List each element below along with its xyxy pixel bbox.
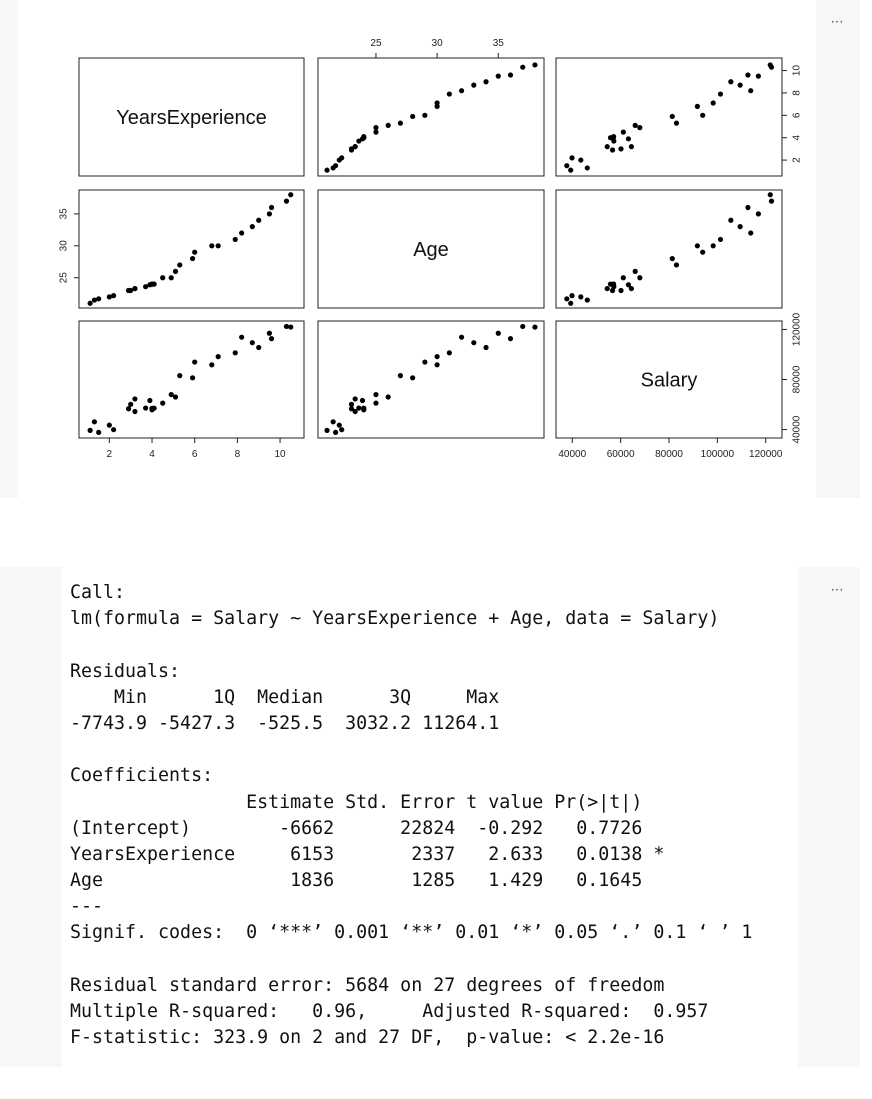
scatter-point <box>209 243 214 248</box>
scatter-point <box>288 324 293 329</box>
scatter-point <box>361 134 366 139</box>
tick-label: 30 <box>58 240 70 252</box>
scatter-point <box>373 401 378 406</box>
scatter-point <box>177 373 182 378</box>
scatter-point <box>695 243 700 248</box>
scatter-point <box>410 375 415 380</box>
tick-label: 25 <box>58 272 70 284</box>
tick-label: 120000 <box>791 312 803 347</box>
scatter-point <box>239 335 244 340</box>
scatter-point <box>447 350 452 355</box>
scatter-point <box>626 282 631 287</box>
scatter-point <box>256 218 261 223</box>
scatter-point <box>618 146 623 151</box>
scatter-point <box>756 74 761 79</box>
scatter-point <box>173 269 178 274</box>
tick-label: 2 <box>791 157 803 163</box>
scatter-point <box>711 100 716 105</box>
scatter-point <box>239 230 244 235</box>
scatter-point <box>353 144 358 149</box>
scatter-point <box>471 83 476 88</box>
scatter-point <box>670 256 675 261</box>
scatter-point <box>353 396 358 401</box>
scatter-point <box>728 218 733 223</box>
scatter-point <box>633 123 638 128</box>
scatter-point <box>768 192 773 197</box>
scatter-point <box>711 243 716 248</box>
scatter-point <box>496 331 501 336</box>
scatter-point <box>633 269 638 274</box>
scatter-point <box>267 211 272 216</box>
scatter-point <box>147 398 152 403</box>
scatter-point <box>233 237 238 242</box>
scatter-point <box>674 262 679 267</box>
scatter-point <box>132 396 137 401</box>
scatter-point <box>88 301 93 306</box>
scatter-point <box>422 113 427 118</box>
tick-label: 40000 <box>791 415 803 444</box>
scatter-point <box>629 144 634 149</box>
scatter-point <box>284 199 289 204</box>
scatter-point <box>192 250 197 255</box>
scatter-point <box>748 88 753 93</box>
scatter-point <box>361 406 366 411</box>
plot-cell-more-button[interactable] <box>826 15 848 29</box>
tick-label: 80000 <box>791 365 803 394</box>
console-line: Call: <box>70 582 126 603</box>
scatter-point <box>568 168 573 173</box>
scatter-point <box>756 211 761 216</box>
scatter-point <box>349 402 354 407</box>
scatter-point <box>745 72 750 77</box>
scatter-point <box>339 155 344 160</box>
scatter-point <box>605 286 610 291</box>
console-line: Residual standard error: 5684 on 27 degrees of freedom <box>70 974 665 996</box>
scatter-point <box>621 275 626 280</box>
scatter-point <box>569 293 574 298</box>
tick-label: 35 <box>492 38 504 49</box>
scatter-point <box>333 163 338 168</box>
scatter-point <box>568 301 573 306</box>
scatter-point <box>386 394 391 399</box>
scatter-point <box>233 350 238 355</box>
scatter-point <box>152 282 157 287</box>
scatter-point <box>192 359 197 364</box>
console-line <box>70 947 752 973</box>
scatter-point <box>333 430 338 435</box>
scatter-point <box>532 62 537 67</box>
tick-label: 8 <box>234 449 241 460</box>
tick-label: 10 <box>791 64 803 77</box>
tick-label: 25 <box>370 38 382 49</box>
scatter-point <box>386 123 391 128</box>
scatter-point <box>459 88 464 93</box>
scatter-point <box>621 130 626 135</box>
console-line: Residuals: <box>70 660 181 682</box>
scatter-point <box>128 402 133 407</box>
scatter-point <box>695 104 700 109</box>
scatter-point <box>569 155 574 160</box>
scatter-point <box>585 297 590 302</box>
scatter-point <box>718 91 723 96</box>
scatter-point <box>435 362 440 367</box>
scatter-point <box>269 336 274 341</box>
scatter-point <box>209 362 214 367</box>
scatter-point <box>674 121 679 126</box>
scatter-point <box>373 125 378 130</box>
scatter-point <box>670 114 675 119</box>
tick-label: 80000 <box>655 449 683 460</box>
scatter-point <box>768 62 773 67</box>
diagonal-label-yearsexperience: YearsExperience <box>116 107 267 129</box>
scatter-point <box>483 345 488 350</box>
scatter-point <box>190 256 195 261</box>
scatter-point <box>483 79 488 84</box>
scatter-point <box>637 125 642 130</box>
tick-label: 6 <box>791 112 803 119</box>
scatter-point <box>216 354 221 359</box>
scatter-point <box>626 136 631 141</box>
scatter-point <box>700 113 705 118</box>
scatter-point <box>422 359 427 364</box>
tick-label: 60000 <box>606 449 635 460</box>
pairs-plot <box>58 0 803 480</box>
scatter-point <box>269 205 274 210</box>
console-cell-more-button[interactable] <box>826 583 848 597</box>
scatter-point <box>177 262 182 267</box>
scatter-point <box>508 72 513 77</box>
scatter-point <box>324 168 329 173</box>
scatter-point <box>152 406 157 411</box>
scatter-point <box>324 428 329 433</box>
scatter-point <box>160 401 165 406</box>
scatter-point <box>331 419 336 424</box>
tick-label: 120000 <box>749 449 783 460</box>
scatter-point <box>738 83 743 88</box>
scatter-point <box>410 114 415 119</box>
scatter-point <box>564 163 569 168</box>
console-line: Min 1Q Median 3Q Max <box>70 686 511 708</box>
scatter-point <box>173 394 178 399</box>
console-line: F-statistic: 323.9 on 2 and 27 DF, p-value: < 2.2e-16 <box>70 1027 665 1049</box>
scatter-point <box>288 192 293 197</box>
scatter-point <box>250 224 255 229</box>
scatter-point <box>398 121 403 126</box>
scatter-point <box>337 423 342 428</box>
scatter-point <box>92 419 97 424</box>
scatter-point <box>250 340 255 345</box>
lm-summary-output <box>70 580 752 1051</box>
console-line: --- <box>70 896 104 918</box>
scatter-point <box>578 157 583 162</box>
scatter-point <box>564 296 569 301</box>
scatter-point <box>360 398 365 403</box>
console-line: Age 1836 1285 1.429 0.1645 <box>70 870 665 892</box>
scatter-point <box>578 294 583 299</box>
scatter-point <box>160 275 165 280</box>
scatter-point <box>107 423 112 428</box>
more-horizontal-icon: ⋯ <box>830 14 844 29</box>
scatter-point <box>459 335 464 340</box>
console-line: -7743.9 -5427.3 -525.5 3032.2 11264.1 <box>70 712 511 734</box>
tick-label: 4 <box>149 449 155 460</box>
scatter-point <box>356 405 361 410</box>
scatter-point <box>496 74 501 79</box>
console-line <box>70 737 752 763</box>
scatter-point <box>132 286 137 291</box>
diagonal-label-age: Age <box>413 239 449 261</box>
scatter-point <box>718 237 723 242</box>
scatter-point <box>728 79 733 84</box>
scatter-point <box>96 430 101 435</box>
scatter-point <box>471 340 476 345</box>
console-line: YearsExperience 6153 2337 2.633 0.0138 * <box>70 843 665 865</box>
scatter-point <box>700 250 705 255</box>
scatter-point <box>339 427 344 432</box>
scatter-point <box>447 91 452 96</box>
scatter-point <box>738 224 743 229</box>
console-line: Estimate Std. Error t value Pr(>|t|) <box>70 791 665 813</box>
scatter-point <box>585 165 590 170</box>
more-horizontal-icon: ⋯ <box>830 582 844 597</box>
diagonal-label-salary: Salary <box>640 369 698 392</box>
scatter-point <box>256 345 261 350</box>
scatter-point <box>605 144 610 149</box>
scatter-point <box>398 373 403 378</box>
scatter-point <box>435 100 440 105</box>
scatter-point <box>216 243 221 248</box>
scatter-point <box>111 293 116 298</box>
console-line: Coefficients: <box>70 765 214 787</box>
scatter-point <box>618 288 623 293</box>
scatter-point <box>435 354 440 359</box>
scatter-point <box>610 147 615 152</box>
console-line <box>70 632 752 658</box>
tick-label: 35 <box>58 208 70 220</box>
scatter-point <box>520 324 525 329</box>
scatter-point <box>96 296 101 301</box>
tick-label: 8 <box>791 90 803 96</box>
scatter-point <box>267 331 272 336</box>
tick-label: 10 <box>274 449 286 460</box>
scatter-point <box>508 336 513 341</box>
scatter-point <box>611 134 616 139</box>
scatter-point <box>132 409 137 414</box>
scatter-point <box>520 65 525 70</box>
scatter-point <box>637 275 642 280</box>
console-line: Signif. codes: 0 ‘***’ 0.001 ‘**’ 0.01 ‘*’ 0.05 ‘.’ 0.1 ‘ ’ 1 <box>70 922 753 944</box>
tick-label: 6 <box>191 449 198 460</box>
tick-label: 2 <box>106 449 113 460</box>
scatter-point <box>769 199 774 204</box>
tick-label: 100000 <box>700 449 735 460</box>
scatter-point <box>745 205 750 210</box>
scatter-point <box>143 405 148 410</box>
tick-label: 40000 <box>558 449 587 460</box>
tick-label: 4 <box>791 134 803 141</box>
scatter-point <box>532 324 537 329</box>
console-line: lm(formula = Salary ~ YearsExperience + Age, data = Salary) <box>70 608 720 630</box>
scatter-point <box>88 428 93 433</box>
scatter-point <box>748 230 753 235</box>
console-line: Multiple R-squared: 0.96, Adjusted R-squared: 0.957 <box>70 1001 720 1022</box>
console-line: (Intercept) -6662 22824 -0.292 0.7726 <box>70 817 665 839</box>
scatter-point <box>611 282 616 287</box>
scatter-point <box>111 427 116 432</box>
scatter-point <box>190 375 195 380</box>
scatter-point <box>373 130 378 135</box>
tick-label: 30 <box>431 38 443 49</box>
scatter-point <box>373 392 378 397</box>
scatter-point <box>169 275 174 280</box>
